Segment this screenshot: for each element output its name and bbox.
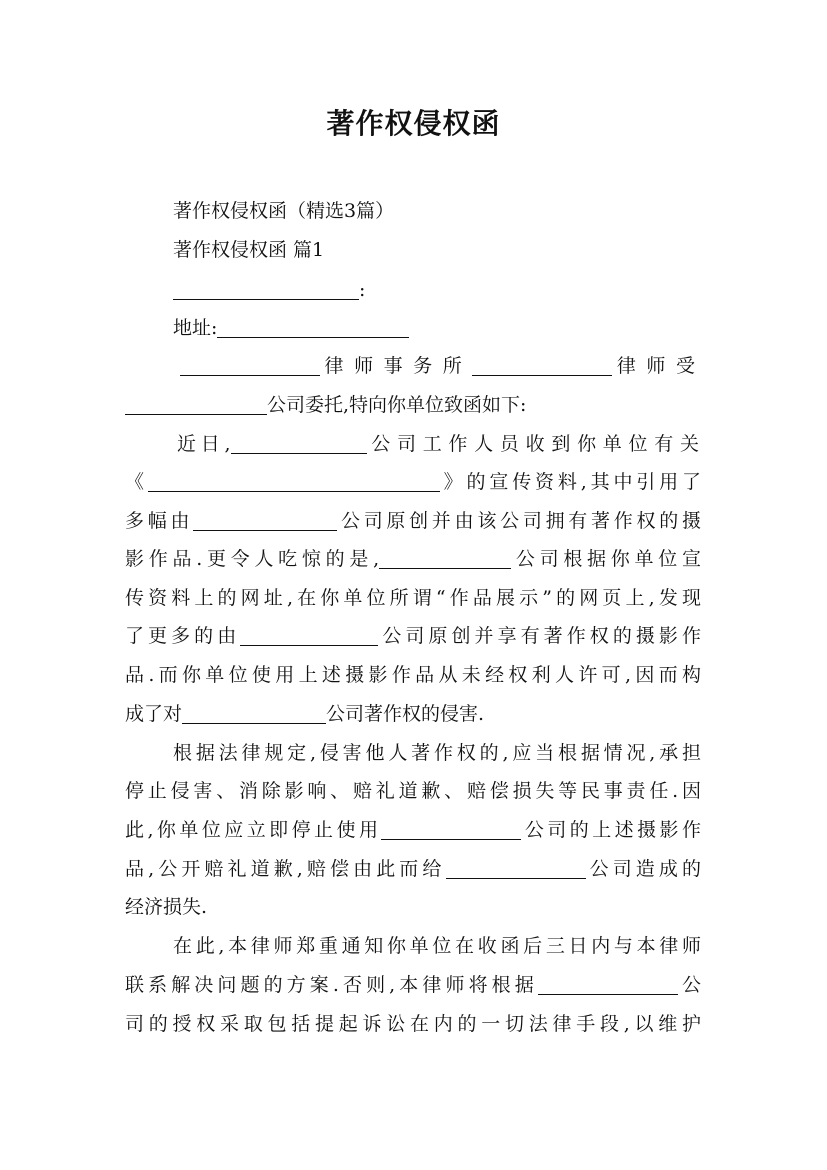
blank-field (148, 469, 440, 492)
body-line: 律师事务所 律师受 (125, 348, 701, 384)
body-line: 多幅由 公司原创并由该公司拥有著作权的摄 (125, 510, 701, 532)
blank-field (538, 972, 678, 995)
body-line: 公司委托,特向你单位致函如下: (125, 387, 701, 423)
recipient-line: : (173, 272, 701, 308)
blank-field (173, 277, 359, 300)
blank-field (193, 508, 337, 531)
body-line: 《 》的宣传资料,其中引用了 (125, 471, 701, 493)
blank-field (217, 315, 409, 338)
body-line: 停止侵害、消除影响、赔礼道歉、赔偿损失等民事责任.因 (125, 780, 701, 802)
body-line: 根据法律规定,侵害他人著作权的,应当根据情况,承担 (173, 742, 701, 764)
body-line: 品.而你单位使用上述摄影作品从未经权利人许可,因而构 (125, 664, 701, 686)
body-line: 联系解决问题的方案.否则,本律师将根据 公 (125, 974, 701, 996)
body-line: 在此,本律师郑重通知你单位在收函后三日内与本律师 (173, 935, 701, 957)
body-line: 此,你单位应立即停止使用 公司的上述摄影作 (125, 819, 701, 841)
body-line: 近日, 公司工作人员收到你单位有关 (177, 433, 701, 455)
body-line: 品,公开赔礼道歉,赔偿由此而给 公司造成的 (125, 858, 701, 880)
blank-field (472, 353, 612, 376)
blank-field (240, 623, 378, 646)
subtitle-line: 著作权侵权函（精选3篇） (173, 200, 395, 222)
blank-field (180, 353, 320, 376)
blank-field (125, 392, 267, 415)
body-line: 了更多的由 公司原创并享有著作权的摄影作 (125, 625, 701, 647)
blank-field (381, 817, 521, 840)
document-title: 著作权侵权函 (326, 107, 501, 140)
address-line: 地址: (173, 310, 701, 346)
section-heading: 著作权侵权函 篇1 (173, 239, 325, 261)
blank-field (182, 701, 326, 724)
blank-field (231, 431, 367, 454)
blank-field (379, 546, 511, 569)
blank-field (446, 856, 586, 879)
body-line: 影作品.更令人吃惊的是, 公司根据你单位宣 (125, 548, 701, 570)
body-line: 传资料上的网址,在你单位所谓“作品展示”的网页上,发现 (125, 587, 701, 609)
body-line: 成了对 公司著作权的侵害. (125, 703, 485, 725)
body-line: 司的授权采取包括提起诉讼在内的一切法律手段,以维护 (125, 1013, 701, 1035)
body-line: 经济损失. (125, 896, 208, 918)
